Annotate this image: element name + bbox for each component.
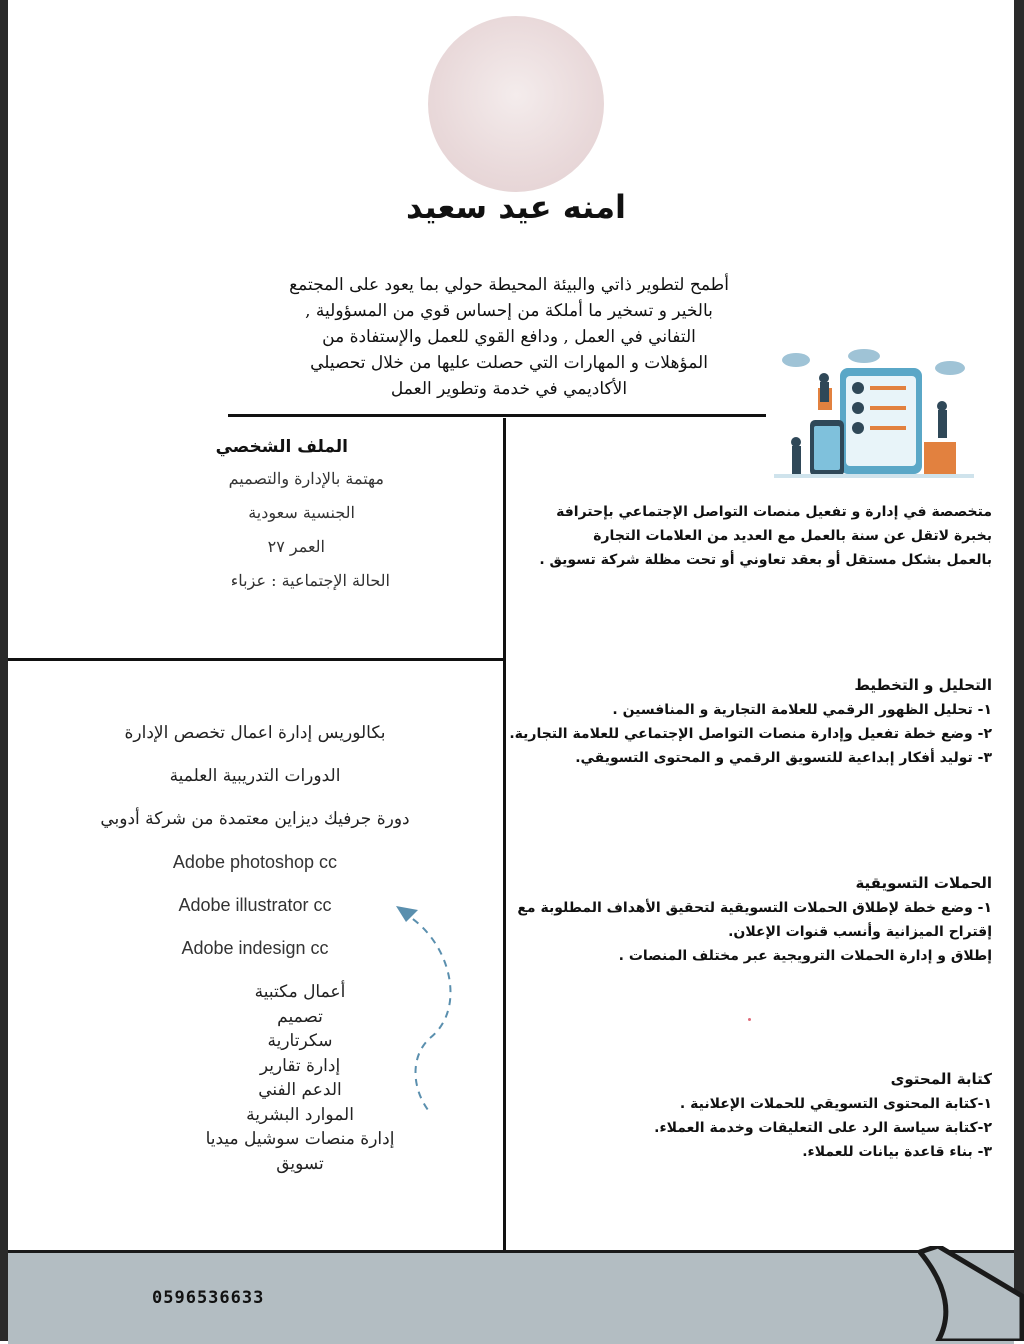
objective-line: المؤهلات و المهارات التي حصلت عليها من خلال تحصيلي bbox=[310, 353, 708, 373]
section-line: ٣- توليد أفكار إبداعية للتسويق الرقمي و المحتوى التسويقي. bbox=[575, 750, 992, 766]
skill-item: إدارة تقارير bbox=[259, 1055, 341, 1076]
divider-left-middle bbox=[8, 658, 505, 661]
software-item: Adobe indesign cc bbox=[181, 938, 329, 958]
page-right-border bbox=[1014, 0, 1024, 1341]
section-title: كتابة المحتوى bbox=[890, 1070, 992, 1088]
software-item: Adobe photoshop cc bbox=[172, 852, 338, 872]
skill-item: الدعم الفني bbox=[258, 1080, 342, 1100]
page-curl-corner bbox=[918, 1246, 1024, 1341]
dashed-arrow-icon bbox=[390, 898, 470, 1118]
profile-section bbox=[150, 432, 390, 598]
profile-item: العمر ٢٧ bbox=[267, 537, 325, 556]
profile-item: مهتمة بالإدارة والتصميم bbox=[228, 469, 384, 488]
intro-line: بالعمل بشكل مستقل أو بعقد تعاوني أو تحت مظلة شركة تسويق . bbox=[539, 552, 992, 568]
section-line: ٢- وضع خطة تفعيل وإدارة منصات التواصل الإجتماعي للعلامة التجارية. bbox=[509, 726, 992, 742]
divider-top bbox=[228, 414, 766, 417]
education-item: دورة جرفيك ديزاين معتمدة من شركة أدوبي bbox=[100, 809, 410, 829]
objective-line: أطمح لتطوير ذاتي والبيئة المحيطة حولي بما يعود على المجتمع bbox=[289, 275, 729, 295]
section-line: إطلاق و إدارة الحملات الترويجية عبر مختلف المنصات . bbox=[618, 948, 992, 964]
career-objective bbox=[270, 272, 748, 402]
section-line: ٢-كتابة سياسة الرد على التعليقات وخدمة العملاء. bbox=[654, 1120, 992, 1136]
skill-item: الموارد البشرية bbox=[246, 1104, 354, 1125]
skill-item: سكرتارية bbox=[267, 1031, 333, 1051]
person-name: امنه عيد سعيد bbox=[405, 188, 626, 226]
phone-number: 0596536633 bbox=[152, 1288, 265, 1308]
profile-photo-placeholder bbox=[428, 16, 604, 192]
skill-item: تسويق bbox=[276, 1153, 324, 1174]
section-line: ١- تحليل الظهور الرقمي للعلامة التجارية و المنافسين . bbox=[612, 702, 992, 718]
skill-item: تصميم bbox=[277, 1006, 323, 1027]
intro-section bbox=[520, 500, 992, 572]
profile-item: الجنسية سعودية bbox=[248, 503, 355, 522]
skill-item: أعمال مكتبية bbox=[254, 982, 346, 1002]
section-line: ٣- بناء قاعدة بيانات للعملاء. bbox=[802, 1144, 992, 1160]
education-item: الدورات التدريبية العلمية bbox=[169, 766, 341, 786]
objective-line: بالخير و تسخير ما أملكة من إحساس قوي من المسؤولية , bbox=[305, 301, 713, 321]
education-item: بكالوريس إدارة اعمال تخصص الإدارة bbox=[124, 723, 386, 743]
stray-dot bbox=[748, 1018, 751, 1021]
divider-vertical bbox=[503, 418, 506, 1250]
skill-item: إدارة منصات سوشيل ميديا bbox=[205, 1129, 395, 1149]
analysis-planning-section bbox=[509, 672, 992, 770]
section-title: التحليل و التخطيط bbox=[854, 676, 992, 694]
profile-item: الحالة الإجتماعية : عزباء bbox=[230, 571, 390, 590]
intro-line: بخبرة لاتقل عن سنة بالعمل مع العديد من العلامات التجارة bbox=[593, 528, 992, 544]
page-left-border bbox=[0, 0, 8, 1341]
content-writing-section bbox=[520, 1066, 992, 1164]
objective-line: التفاني في العمل , ودافع القوي للعمل والإستفادة من bbox=[322, 327, 696, 347]
profile-title: الملف الشخصي bbox=[215, 437, 348, 457]
section-line: ١- وضع خطة لإطلاق الحملات التسويقية لتحقيق الأهداف المطلوبة مع bbox=[517, 900, 992, 916]
intro-line: متخصصة في إدارة و تفعيل منصات التواصل الإجتماعي بإحترافة bbox=[556, 504, 992, 520]
section-line: ١-كتابة المحتوى التسويقي للحملات الإعلانية . bbox=[679, 1096, 992, 1112]
software-item: Adobe illustrator cc bbox=[178, 895, 332, 915]
section-title: الحملات التسويقية bbox=[855, 874, 992, 892]
marketing-campaigns-section bbox=[517, 870, 992, 968]
objective-line: الأكاديمي في خدمة وتطوير العمل bbox=[390, 379, 628, 399]
digital-marketing-illustration bbox=[774, 346, 974, 482]
section-line: إقتراح الميزانية وأنسب قنوات الإعلان. bbox=[728, 924, 992, 940]
